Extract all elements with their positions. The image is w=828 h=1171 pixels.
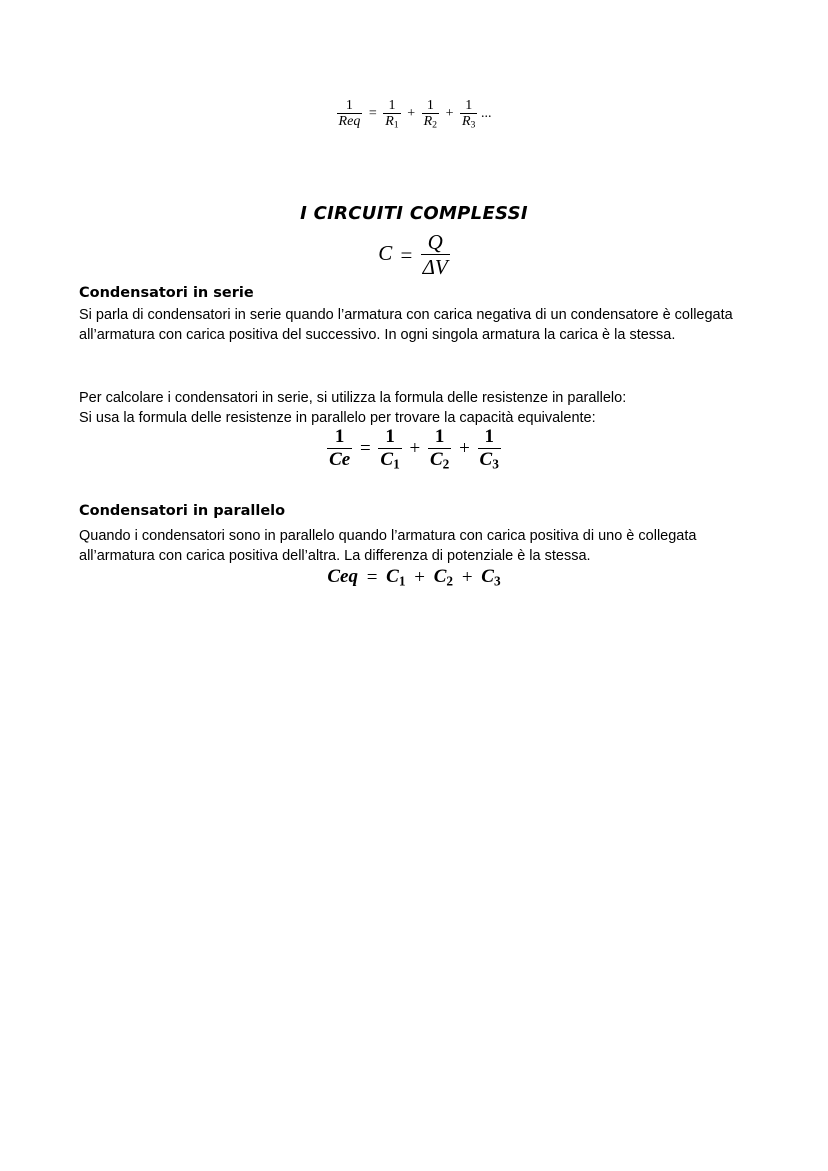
c3-term — [481, 566, 500, 587]
plus-sign: + — [459, 437, 470, 459]
numerator: 1 — [385, 426, 395, 447]
numerator: Q — [427, 230, 443, 254]
fraction-1-over-r1 — [383, 98, 400, 130]
fraction-1-over-c2 — [428, 427, 451, 471]
c-symbol: C — [380, 448, 394, 470]
plus-sign: + — [461, 566, 473, 588]
c-symbol: C — [481, 566, 494, 587]
section-heading-parallel: Condensatori in parallelo — [79, 503, 286, 519]
r-symbol: R — [423, 114, 433, 130]
fraction-1-over-r3 — [460, 98, 477, 130]
plus-sign: + — [445, 106, 454, 122]
equals-sign: = — [400, 242, 413, 267]
subscript: 2 — [432, 119, 438, 131]
subscript: 1 — [393, 456, 400, 472]
formula-capacitance — [0, 231, 828, 279]
plus-sign: + — [407, 106, 416, 122]
denominator — [383, 113, 400, 130]
denominator — [478, 448, 501, 471]
equals-sign: = — [359, 437, 371, 459]
formula-parallel-capacitance — [0, 566, 828, 589]
c-symbol: C — [433, 566, 447, 587]
numerator: 1 — [426, 98, 434, 113]
subscript: 3 — [492, 456, 499, 472]
equals-sign: = — [368, 106, 377, 122]
denominator: ΔV — [422, 255, 448, 280]
formula-equivalent-resistance — [0, 98, 828, 130]
equals-sign: = — [366, 566, 378, 588]
r-symbol: R — [461, 114, 471, 130]
denominator: Req — [338, 114, 361, 130]
paragraph-serie-calculation: Per calcolare i condensatori in serie, si utilizza la formula delle resistenze in parallelo: — [79, 390, 627, 406]
subscript: 3 — [470, 119, 476, 131]
capacitance-symbol: C — [378, 240, 393, 265]
formula-series-capacitance — [0, 427, 828, 471]
fraction-1-over-req — [337, 98, 363, 130]
paragraph-serie-definition: Si parla di condensatori in serie quando l’armatura con carica negativa di un condensatore è collegata all’armatura con carica positiva del successivo. In ogni singola armatura la carica è la stessa. — [79, 307, 733, 343]
subscript: 2 — [446, 573, 454, 589]
ellipsis: ... — [480, 106, 492, 122]
c1-term — [386, 566, 405, 587]
page-title: I CIRCUITI COMPLESSI — [300, 203, 528, 224]
c-symbol: C — [429, 448, 443, 470]
denominator — [428, 448, 451, 471]
denominator — [378, 448, 401, 471]
subscript: 2 — [442, 456, 450, 472]
denominator — [422, 113, 439, 130]
numerator: 1 — [388, 98, 396, 113]
fraction-1-over-c1 — [378, 427, 401, 471]
fraction-1-over-c3 — [478, 427, 501, 471]
plus-sign: + — [414, 566, 425, 588]
plus-sign: + — [409, 437, 421, 459]
section-heading-serie: Condensatori in serie — [79, 285, 254, 301]
c2-term — [434, 566, 453, 587]
denominator — [460, 113, 477, 130]
paragraph-serie-formula-intro: Si usa la formula delle resistenze in parallelo per trovare la capacità equivalente: — [79, 410, 596, 426]
subscript: 3 — [493, 573, 501, 589]
numerator: 1 — [345, 98, 353, 113]
paragraph-parallel-definition: Quando i condensatori sono in parallelo quando l’armatura con carica positiva di uno è collegata all’armatura con carica positiva dell’altra. La differenza di potenziale è la stessa. — [79, 528, 697, 564]
fraction-q-over-delta-v — [421, 231, 450, 279]
subscript: 1 — [393, 119, 399, 131]
numerator: 1 — [334, 426, 345, 447]
numerator: 1 — [484, 426, 494, 447]
numerator: 1 — [434, 426, 445, 447]
ceq-symbol: Ceq — [327, 566, 358, 587]
fraction-1-over-r2 — [422, 98, 439, 130]
numerator: 1 — [465, 98, 473, 113]
fraction-1-over-ce — [327, 427, 352, 471]
c-symbol: C — [386, 566, 399, 587]
denominator: Ce — [329, 448, 351, 470]
c-symbol: C — [479, 448, 493, 470]
subscript: 1 — [398, 573, 406, 589]
r-symbol: R — [385, 114, 394, 130]
